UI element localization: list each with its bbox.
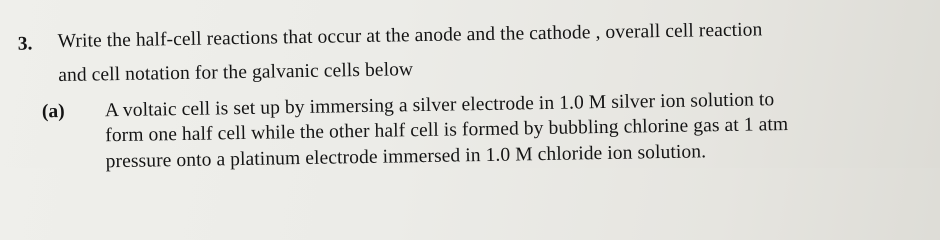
part-a-text-line-2: form one half cell while the other half cell is formed by bubbling chlorine gas at 1 atm	[105, 113, 789, 147]
question-number: 3.	[17, 33, 33, 55]
question-text-line-1: Write the half-cell reactions that occur at the anode and the cathode , overall cell reaction	[57, 19, 763, 53]
part-a-label: (a)	[41, 100, 65, 123]
question-text-line-2: and cell notation for the galvanic cells below	[58, 59, 414, 87]
part-a-text-line-1: A voltaic cell is set up by immersing a silver electrode in 1.0 M silver ion solution to	[104, 89, 775, 122]
part-a-text-line-3: pressure onto a platinum electrode immersed in 1.0 M chloride ion solution.	[105, 141, 707, 173]
